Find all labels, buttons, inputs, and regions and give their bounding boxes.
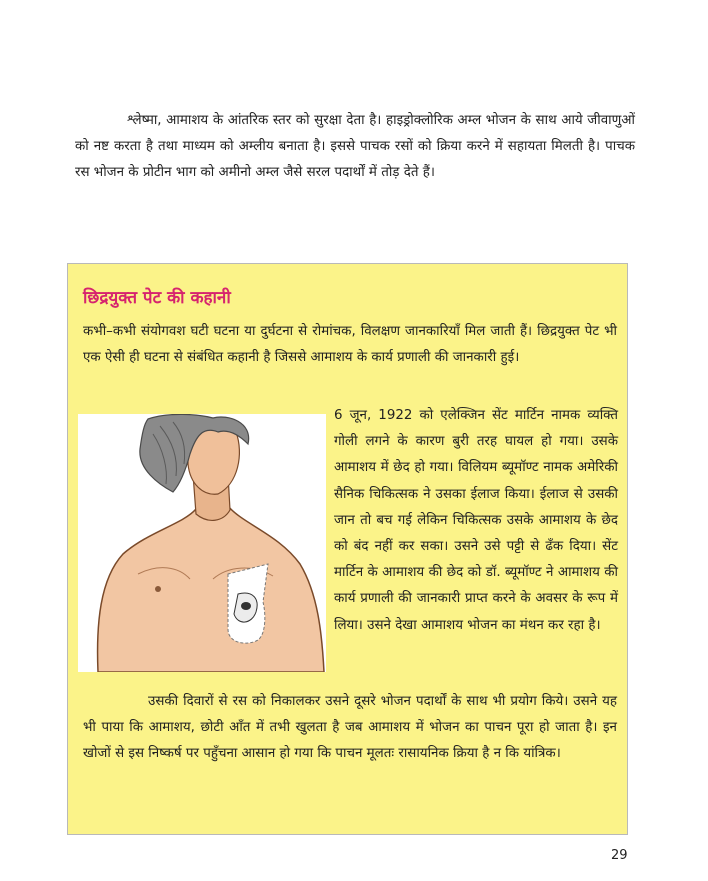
intro-paragraph bbox=[75, 108, 635, 186]
man-with-stomach-hole-illustration bbox=[78, 414, 326, 672]
story-text-bottom bbox=[83, 689, 617, 767]
story-bottom-text: उसकी दिवारों से रस को निकालकर उसने दूसरे भोजन पदार्थों के साथ भी प्रयोग किये। उसने यह भी पाया कि आमाशय, छोटी आँत में तभी खुलता है जब आमाशय में भोजन का पाचन पूरा हो जाता है। इन खोजों से इस निष्कर्ष पर पहुँचना आसान हो गया कि पाचन मूलतः रासायनिक क्रिया है न कि यांत्रिक। bbox=[83, 694, 617, 761]
story-title: छिद्रयुक्त पेट की कहानी bbox=[83, 288, 231, 308]
story-lead: कभी–कभी संयोगवश घटी घटना या दुर्घटना से रोमांचक, विलक्षण जानकारियाँ मिल जाती हैं। छिद्रयुक्त पेट भी एक ऐसी ही घटना से संबंधित कहानी है जिससे आमाशय के कार्य प्रणाली की जानकारी हुई। bbox=[83, 324, 617, 365]
story-text-right: 6 जून, 1922 को एलेक्जिन सेंट मार्टिन नामक व्यक्ति गोली लगने के कारण बुरी तरह घायल हो गया। उसके आमाशय में छेद हो गया। विलियम ब्यूमॉण्ट नामक अमेरिकी सैनिक चिकित्सक ने उसका ईलाज किया। ईलाज से उसकी जान तो बच गई लेकिन चिकित्सक उसके आमाशय के छेद को बंद नहीं कर सका। उसने उसे पट्टी से ढँक दिया। सेंट मार्टिन के आमाशय की छेद को डॉ. ब्यूमॉण्ट ने आमाशय की कार्य प्रणाली की जानकारी प्राप्त करने के अवसर के रूप में लिया। उसने देखा आमाशय भोजन का मंथन कर रहा है। bbox=[334, 408, 618, 633]
man-torso-icon bbox=[78, 414, 326, 672]
intro-text: श्लेष्मा, आमाशय के आंतरिक स्तर को सुरक्षा देता है। हाइड्रोक्लोरिक अम्ल भोजन के साथ आये जीवाणुओं को नष्ट करता है तथा माध्यम को अम्लीय बनाता है। इससे पाचक रसों को क्रिया करने में सहायता मिलती है। पाचक रस भोजन के प्रोटीन भाग को अमीनो अम्ल जैसे सरल पदार्थों में तोड़ देते हैं। bbox=[75, 113, 635, 180]
page-number: 29 bbox=[611, 848, 628, 863]
story-box bbox=[67, 263, 628, 835]
